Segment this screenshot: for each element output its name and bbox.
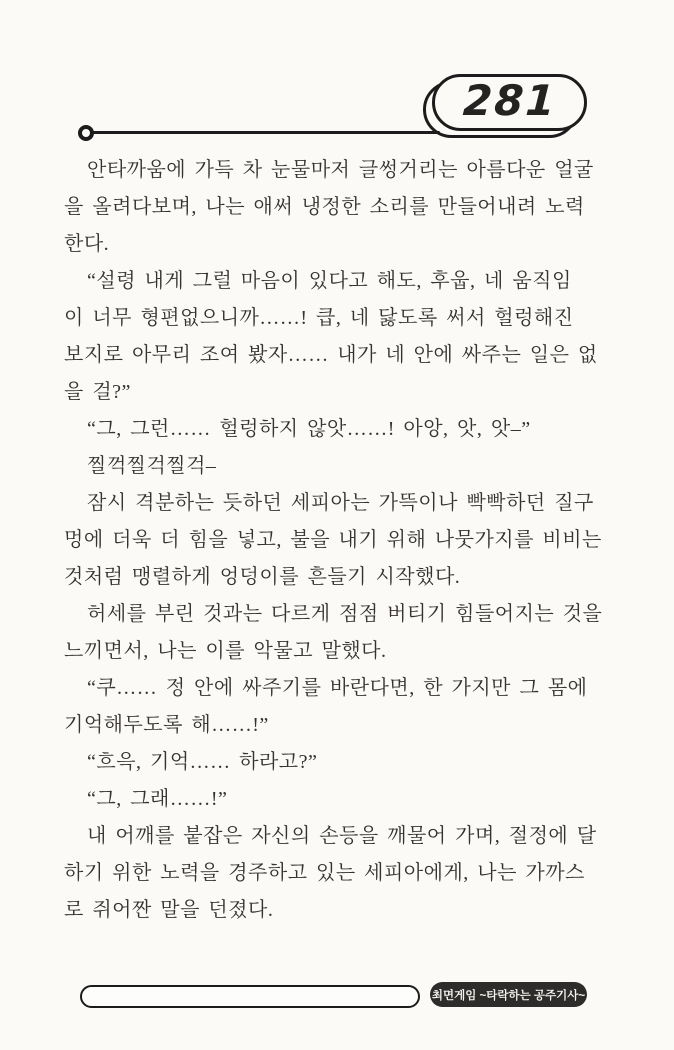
series-title-badge: 최면게임 ~타락하는 공주기사~ [430, 982, 587, 1007]
text-line: 한다. [64, 233, 110, 255]
text-line: “그, 그래……!” [87, 788, 228, 810]
text-line: 기억해두도록 해……!” [64, 714, 269, 736]
text-line: 찔꺽찔걱찔걱– [87, 455, 217, 477]
text-line: “설령 내게 그럴 마음이 있다고 해도, 후웁, 네 움직임 [87, 270, 572, 292]
text-line: 허세를 부린 것과는 다르게 점점 버티기 힘들어지는 것을 [87, 603, 603, 625]
page-number-badge [432, 74, 587, 131]
text-line: 내 어깨를 붙잡은 자신의 손등을 깨물어 가며, 절정에 달 [87, 825, 597, 847]
text-line: “그, 그런…… 헐렁하지 않앗……! 아앙, 앗, 앗–” [87, 418, 531, 440]
header-rule-line [92, 131, 440, 134]
page-number-badge-outline [432, 74, 587, 131]
text-line: 이 너무 형편없으니까……! 큽, 네 닳도록 써서 헐렁해진 [64, 307, 574, 329]
footer-blank-bar [80, 985, 420, 1008]
text-line: 것처럼 맹렬하게 엉덩이를 흔들기 시작했다. [64, 566, 461, 588]
text-line: 느끼면서, 나는 이를 악물고 말했다. [64, 640, 387, 662]
text-line: 하기 위한 노력을 경주하고 있는 세피아에게, 나는 가까스 [64, 862, 585, 884]
text-line: 을 올려다보며, 나는 애써 냉정한 소리를 만들어내려 노력 [64, 196, 585, 218]
text-line: 보지로 아무리 조여 봤자…… 내가 네 안에 싸주는 일은 없 [64, 344, 598, 366]
text-line: 을 걸?” [64, 381, 131, 403]
body-text [64, 152, 614, 929]
text-line: “흐윽, 기억…… 하라고?” [87, 751, 318, 773]
text-line: 멍에 더욱 더 힘을 넣고, 불을 내기 위해 나뭇가지를 비비는 [64, 529, 602, 551]
page-number: 281 [461, 76, 558, 125]
text-line: “쿠…… 정 안에 싸주기를 바란다면, 한 가지만 그 몸에 [87, 677, 588, 699]
text-line: 잠시 격분하는 듯하던 세피아는 가뜩이나 빡빡하던 질구 [87, 492, 594, 514]
text-line: 로 쥐어짠 말을 던졌다. [64, 899, 274, 921]
text-line: 안타까움에 가득 차 눈물마저 글썽거리는 아름다운 얼굴 [87, 159, 594, 181]
